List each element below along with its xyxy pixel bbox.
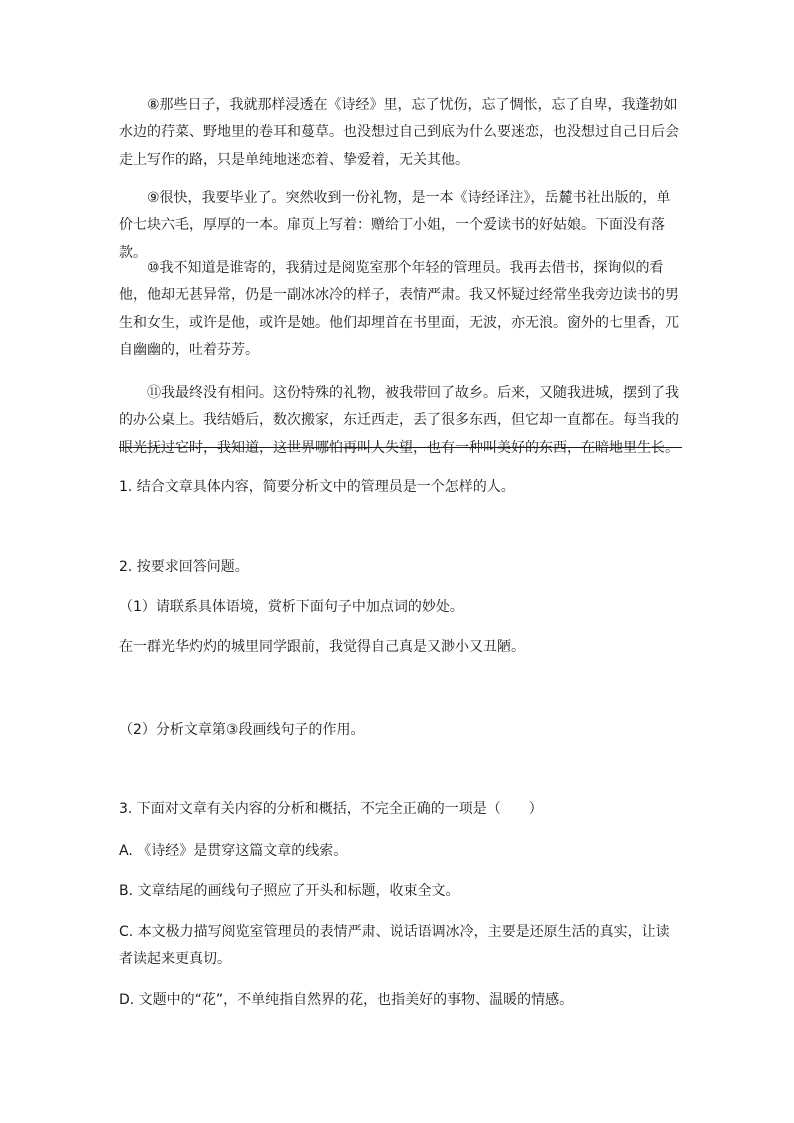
option-a: A. 《诗经》是贯穿这篇文章的线索。 — [119, 843, 348, 859]
question-1: 1. 结合文章具体内容，简要分析文中的管理员是一个怎样的人。 — [119, 479, 515, 495]
paragraph-8: ⑧那些日子，我就那样浸透在《诗经》里，忘了忧伤，忘了惆怅，忘了自卑，我蓬勃如水边的荇菜、野地里的卷耳和蔓草。也没想过自己到底为什么要迷恋，也没想过自己日后会走上写作的路，只是单纯地迷恋着、挚爱着，无关其他。 — [119, 97, 679, 168]
paragraph-9: ⑨很快，我要毕业了。突然收到一份礼物，是一本《诗经译注》，岳麓书社出版的，单价七块六毛，厚厚的一本。扉页上写着：赠给丁小姐，一个爱读书的好姑娘。下面没有落款。 — [119, 190, 671, 261]
option-d: D. 文题中的“花”，不单纯指自然界的花，也指美好的事物、温暖的情感。 — [119, 992, 574, 1008]
question-2-2: （2）分析文章第③段画线句子的作用。 — [119, 722, 365, 738]
paragraph-10: ⑩我不知道是谁寄的，我猜过是阅览室那个年轻的管理员。我再去借书，探询似的看他，他却无甚异常，仍是一副冰冰冷的样子，表情严肃。我又怀疑过经常坐我旁边读书的男生和女生，或许是他，或许是她。他们却埋首在书里面，无波，亦无浪。窗外的七里香，兀自幽幽的，吐着芬芳。 — [119, 260, 679, 358]
question-2-1-sentence: 在一群光华灼灼的城里同学跟前，我觉得自己真是又渺小又丑陋。 — [119, 639, 525, 655]
question-2: 2. 按要求回答问题。 — [119, 559, 249, 575]
question-2-1: （1）请联系具体语境，赏析下面句子中加点词的妙处。 — [119, 599, 464, 615]
question-3: 3. 下面对文章有关内容的分析和概括，不完全正确的一项是（ ） — [119, 801, 543, 817]
option-c: C. 本文极力描写阅览室管理员的表情严肃、说话语调冰冷，主要是还原生活的真实，让读者读起来更真切。 — [119, 924, 670, 967]
underlined-sentence: 每当我的眼光抚过它时，我知道，这世界哪怕再叫人失望，也有一种叫美好的东西，在暗地里生长。 — [119, 412, 679, 456]
paragraph-11 — [119, 380, 682, 462]
option-b: B. 文章结尾的画线句子照应了开头和标题，收束全文。 — [119, 883, 460, 899]
paragraph-11-text: ⑪我最终没有相问。这份特殊的礼物，被我带回了故乡。后来，又随我进城，摆到了我的办公桌上。我结婚后，数次搬家，东迁西走，丢了很多东西，但它却一直都在。 — [119, 385, 679, 429]
underline-rule — [119, 447, 682, 448]
